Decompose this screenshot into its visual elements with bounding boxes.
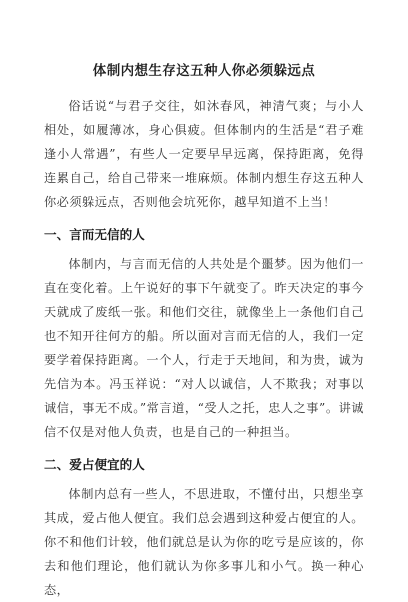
intro-paragraph: 俗话说“与君子交往，如沐春风，神清气爽；与小人相处，如履薄冰，身心俱疲。但体制内的生活是“君子难逢小人常遇”，有些人一定要早早远离，保持距离，免得连累自己，给自己带来一堆麻烦。体制内想生存这五种人你必须躲远点，否则他会坑死你，越早知道不上当！ bbox=[44, 99, 364, 209]
section-body-1: 体制内，与言而无信的人共处是个噩梦。因为他们一直在变化着。上午说好的事下午就变了。昨天决定的事今天就成了废纸一张。和他们交往，就像坐上一条他们自己也不知开往何方的船。所以面对言而无信的人，我们一定要学着保持距离。一个人，行走于天地间，和为贵，诚为先信为本。冯玉祥说：“对人以诚信，人不欺我；对事以诚信，事无不成。”常言道，“受人之托，忠人之事”。讲诚信不仅是对他人负责，也是自己的一种担当。 bbox=[44, 257, 364, 439]
section-heading-1: 一、言而无信的人 bbox=[44, 227, 145, 242]
section-heading-2: 二、爱占便宜的人 bbox=[44, 457, 145, 472]
section-body-2: 体制内总有一些人，不思进取，不懂付出，只想坐享其成，爱占他人便宜。我们总会遇到这种爱占便宜的人。你不和他们计较，他们就总是认为你的吃亏是应该的，你去和他们理论，他们就认为你多事儿和小气。换一种心态， bbox=[44, 487, 364, 597]
document-title: 体制内想生存这五种人你必须躲远点 bbox=[92, 63, 316, 79]
